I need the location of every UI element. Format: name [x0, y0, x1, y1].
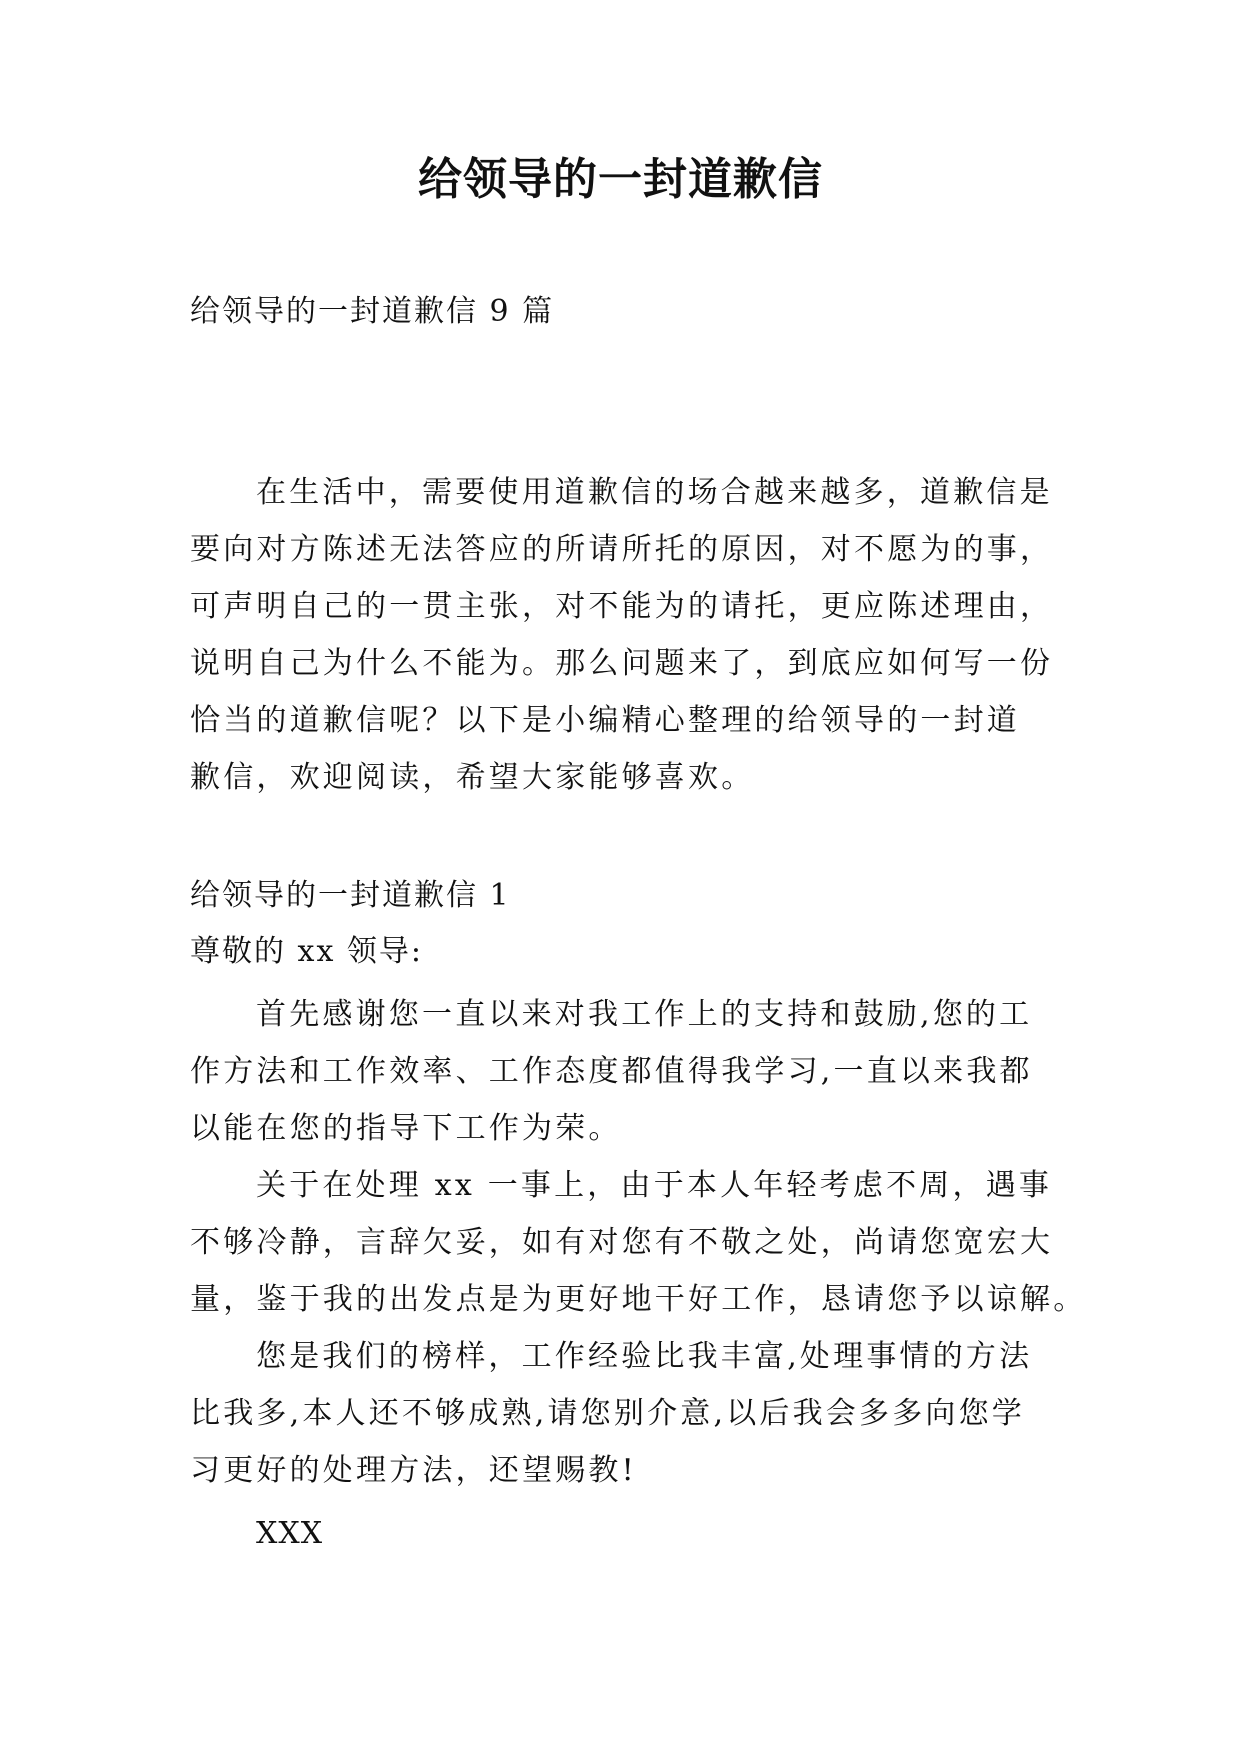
intro-paragraph [190, 464, 1054, 806]
intro-line: 要向对方陈述无法答应的所请所托的原因，对不愿为的事， [190, 532, 1054, 567]
letter-line: 以能在您的指导下工作为荣。 [190, 1111, 622, 1146]
intro-line: 在生活中，需要使用道歉信的场合越来越多，道歉信是 [256, 475, 1053, 510]
letter-line: 量，鉴于我的出发点是为更好地干好工作，恳请您予以谅解。 [190, 1282, 1087, 1317]
intro-line: 可声明自己的一贯主张，对不能为的请托，更应陈述理由， [190, 589, 1054, 624]
document-subtitle: 给领导的一封道歉信 9 篇 [190, 294, 555, 329]
intro-line: 恰当的道歉信呢？以下是小编精心整理的给领导的一封道 [190, 703, 1020, 738]
document-title: 给领导的一封道歉信 [418, 154, 823, 205]
letter-line: 习更好的处理方法，还望赐教! [190, 1453, 637, 1488]
letter-line: 不够冷静，言辞欠妥，如有对您有不敬之处，尚请您宽宏大 [190, 1225, 1054, 1260]
letter-line: 关于在处理 xx 一事上，由于本人年轻考虑不周，遇事 [256, 1168, 1053, 1203]
letter-line: 您是我们的榜样，工作经验比我丰富,处理事情的方法 [256, 1339, 1033, 1374]
letter-salutation: 尊敬的 xx 领导: [190, 934, 424, 969]
letter-line: 比我多,本人还不够成熟,请您别介意,以后我会多多向您学 [190, 1396, 1026, 1431]
letter-line: 首先感谢您一直以来对我工作上的支持和鼓励,您的工 [256, 997, 1033, 1032]
letter-body [190, 986, 1087, 1499]
intro-line: 歉信，欢迎阅读，希望大家能够喜欢。 [190, 760, 755, 795]
letter-line: 作方法和工作效率、工作态度都值得我学习,一直以来我都 [190, 1054, 1033, 1089]
letter-heading: 给领导的一封道歉信 1 [190, 878, 511, 913]
letter-signature: XXX [256, 1516, 324, 1551]
intro-line: 说明自己为什么不能为。那么问题来了，到底应如何写一份 [190, 646, 1054, 681]
